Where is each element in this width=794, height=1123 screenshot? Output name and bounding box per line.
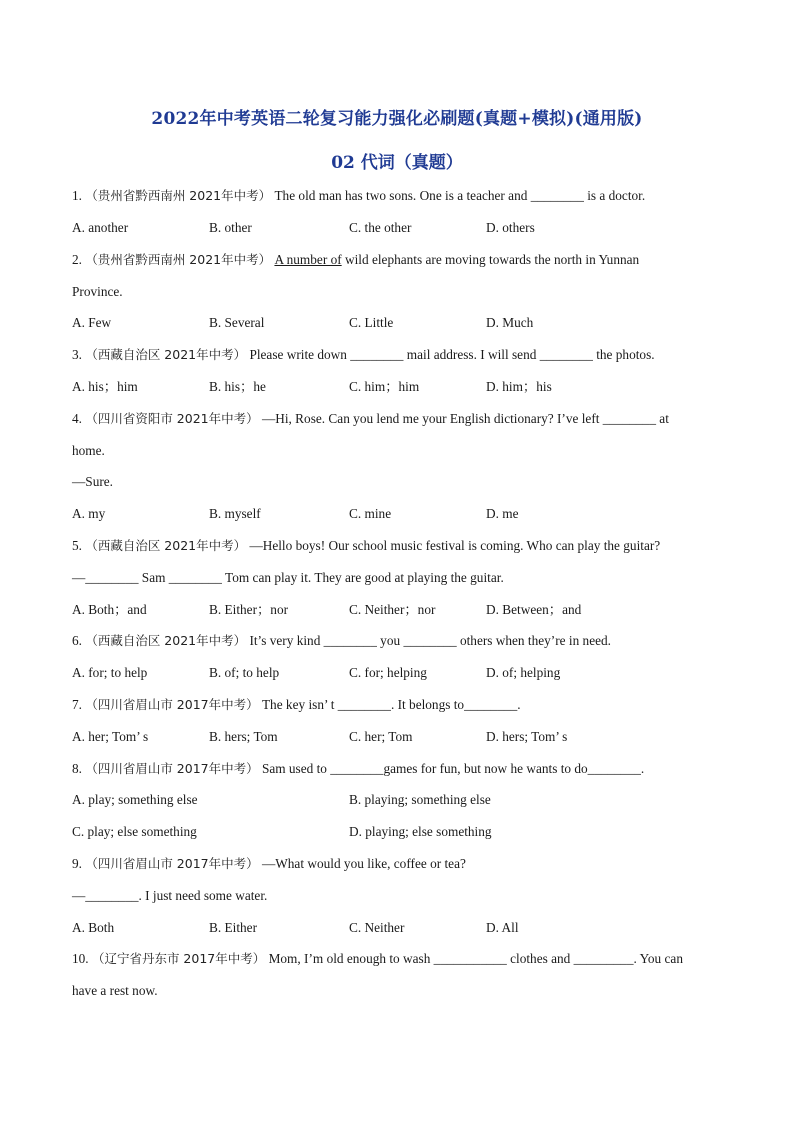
- option-d: D. playing; else something: [349, 824, 492, 839]
- question-number: 6.: [72, 633, 82, 648]
- question-8-options-row1: [72, 790, 732, 810]
- document-subtitle: 02 代词（真题）: [331, 153, 463, 173]
- question-source: （四川省资阳市 2021年中考）: [85, 411, 259, 426]
- question-10-stem-cont: have a rest now.: [72, 983, 158, 998]
- question-8-stem: [72, 759, 732, 779]
- underlined-phrase: A number of: [274, 252, 342, 267]
- option-c: C. her; Tom: [349, 729, 413, 744]
- option-a: A. Both: [72, 920, 115, 935]
- option-b: B. his；he: [209, 379, 266, 394]
- option-d: D. hers; Tom’ s: [486, 729, 568, 744]
- option-b: B. myself: [209, 506, 261, 521]
- option-a: A. my: [72, 506, 106, 521]
- question-6-stem: [72, 631, 732, 651]
- question-4-stem-cont: home.: [72, 443, 105, 458]
- question-text: Sam used to ________games for fun, but now he wants to do________.: [261, 761, 645, 776]
- option-b: B. Either；nor: [209, 602, 289, 617]
- question-1-stem: [72, 186, 732, 206]
- question-5-stem: [72, 536, 732, 556]
- option-c: C. him；him: [349, 379, 420, 394]
- question-9-stem-cont: —________. I just need some water.: [72, 888, 268, 903]
- option-d: D. Between；and: [486, 602, 582, 617]
- option-b: B. other: [209, 220, 252, 235]
- option-a: A. his；him: [72, 379, 138, 394]
- question-text: It’s very kind ________ you ________ others when they’re in need.: [249, 633, 611, 648]
- question-3-stem: [72, 345, 732, 365]
- question-6-options: [72, 663, 732, 683]
- option-a: A. her; Tom’ s: [72, 729, 149, 744]
- option-a: A. for; to help: [72, 665, 148, 680]
- option-d: D. Much: [486, 315, 534, 330]
- option-c: C. mine: [349, 506, 392, 521]
- option-b: B. of; to help: [209, 665, 280, 680]
- option-d: D. All: [486, 920, 519, 935]
- option-c: C. play; else something: [72, 824, 197, 839]
- question-2-stem-cont: Province.: [72, 284, 123, 299]
- question-number: 5.: [72, 538, 82, 553]
- option-b: B. playing; something else: [349, 792, 491, 807]
- option-c: C. Little: [349, 315, 394, 330]
- question-2-options: [72, 313, 732, 333]
- question-10-stem: [72, 949, 732, 969]
- question-4-options: [72, 504, 732, 524]
- question-9-stem: [72, 854, 732, 874]
- option-d: D. of; helping: [486, 665, 561, 680]
- option-c: C. for; helping: [349, 665, 427, 680]
- question-source: （四川省眉山市 2017年中考）: [85, 761, 259, 776]
- question-9-options: [72, 918, 732, 938]
- question-8-options-row2: [72, 822, 732, 842]
- question-number: 1.: [72, 188, 82, 203]
- question-7-options: [72, 727, 732, 747]
- document-title: 2022年中考英语二轮复习能力强化必刷题(真题+模拟)(通用版): [151, 109, 643, 129]
- question-text: Please write down ________ mail address. I will send ________ the photos.: [249, 347, 655, 362]
- question-text: Mom, I’m old enough to wash ___________ clothes and _________. You can: [268, 951, 683, 966]
- question-text: The old man has two sons. One is a teacher and ________ is a doctor.: [274, 188, 646, 203]
- option-b: B. Either: [209, 920, 258, 935]
- option-d: D. others: [486, 220, 535, 235]
- option-d: D. him；his: [486, 379, 552, 394]
- question-number: 2.: [72, 252, 82, 267]
- option-b: B. Several: [209, 315, 265, 330]
- question-4-stem-cont2: —Sure.: [72, 474, 113, 489]
- question-number: 4.: [72, 411, 82, 426]
- question-text: —Hello boys! Our school music festival is coming. Who can play the guitar?: [249, 538, 661, 553]
- question-2-stem: [72, 250, 732, 270]
- question-source: （四川省眉山市 2017年中考）: [85, 697, 259, 712]
- option-a: A. another: [72, 220, 129, 235]
- question-text: —Hi, Rose. Can you lend me your English dictionary? I’ve left ________ at: [261, 411, 669, 426]
- option-a: A. play; something else: [72, 792, 198, 807]
- question-source: （西藏自治区 2021年中考）: [85, 538, 247, 553]
- question-3-options: [72, 377, 732, 397]
- question-4-stem: [72, 409, 732, 429]
- option-b: B. hers; Tom: [209, 729, 278, 744]
- question-text: The key isn’ t ________. It belongs to________.: [261, 697, 521, 712]
- option-a: A. Both；and: [72, 602, 147, 617]
- question-source: （辽宁省丹东市 2017年中考）: [91, 951, 266, 966]
- option-c: C. the other: [349, 220, 412, 235]
- question-number: 3.: [72, 347, 82, 362]
- question-7-stem: [72, 695, 732, 715]
- question-source: （贵州省黔西南州 2021年中考）: [85, 252, 272, 267]
- question-text: wild elephants are moving towards the north in Yunnan: [344, 252, 640, 267]
- question-source: （西藏自治区 2021年中考）: [85, 633, 247, 648]
- option-a: A. Few: [72, 315, 112, 330]
- question-number: 7.: [72, 697, 82, 712]
- question-source: （西藏自治区 2021年中考）: [85, 347, 247, 362]
- option-c: C. Neither；nor: [349, 602, 436, 617]
- question-number: 9.: [72, 856, 82, 871]
- option-c: C. Neither: [349, 920, 405, 935]
- question-source: （贵州省黔西南州 2021年中考）: [85, 188, 272, 203]
- question-source: （四川省眉山市 2017年中考）: [85, 856, 259, 871]
- question-number: 10.: [72, 951, 89, 966]
- question-5-stem-cont: —________ Sam ________ Tom can play it. They are good at playing the guitar.: [72, 570, 504, 585]
- question-text: —What would you like, coffee or tea?: [261, 856, 466, 871]
- question-5-options: [72, 600, 732, 620]
- question-number: 8.: [72, 761, 82, 776]
- option-d: D. me: [486, 506, 519, 521]
- question-1-options: [72, 218, 732, 238]
